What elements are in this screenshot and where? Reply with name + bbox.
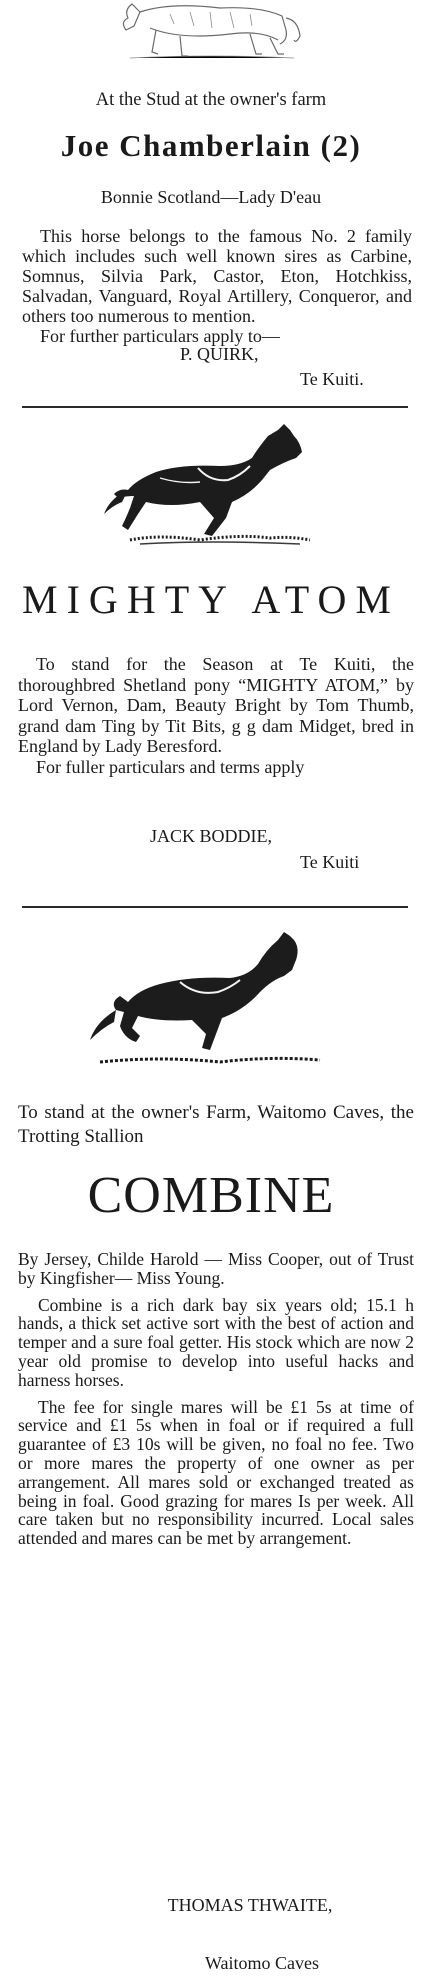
trotting-horse-engraving (100, 422, 328, 550)
horse-engraving (110, 0, 310, 62)
description-paragraph: Combine is a rich dark bay six years old; 15.1 h hands, a thick set active sort with the best of action and temper and a sure foal getter. His stock which are now 2 year old promise to develop into useful hacks and harness horses. (18, 1294, 414, 1390)
advert-body (18, 654, 414, 777)
horse-name-heading: MIGHTY ATOM (22, 577, 400, 622)
column-rule (22, 906, 408, 908)
stud-intro: To stand at the owner's Farm, Waitomo Caves, the Trotting Stallion (18, 1102, 414, 1147)
advert-body (18, 1250, 414, 1548)
description-paragraph: To stand for the Season at Te Kuiti, the thoroughbred Shetland pony “MIGHTY ATOM,” by Lord Vernon, Dam, Beauty Bright by Tom Thumb, grand dam Ting by Tit Bits, g g dam Midget, bred in England by Lady Beresford. (18, 654, 414, 756)
apply-line: For fuller particulars and terms apply (36, 756, 305, 777)
pedigree-paragraph: By Jersey, Childe Harold — Miss Cooper, out of Trust by Kingfisher— Miss Young. (18, 1249, 414, 1288)
signature-place: Te Kuiti. (300, 369, 364, 389)
signature-place: Te Kuiti (300, 852, 360, 872)
apply-line: For further particulars apply to— (40, 326, 280, 346)
galloping-horse-engraving (80, 930, 330, 1070)
signature-place: Waitomo Caves (205, 1953, 320, 1973)
pedigree-line: Bonnie Scotland—Lady D'eau (100, 187, 322, 207)
signature-name: P. QUIRK, (180, 344, 259, 364)
horse-name-heading: COMBINE (87, 1167, 335, 1224)
horse-name-heading: Joe Chamberlain (2) (60, 128, 362, 163)
signature-name: THOMAS THWAITE, (167, 1895, 333, 1915)
signature-name: JACK BODDIE, (150, 826, 273, 846)
stud-intro: At the Stud at the owner's farm (95, 90, 327, 110)
terms-paragraph: The fee for single mares will be £1 5s at time of service and £1 5s when in foal or if required a full guarantee of £3 10s will be given, no foal no fee. Two or more mares the property of one owner as per arrangement. All mares sold or exchanged treated as being in foal. Good grazing for mares Is per week. All care taken but no responsibility incurred. Local sales attended and mares can be met by arrangement. (18, 1396, 414, 1549)
column-rule (22, 406, 408, 408)
advert-body (22, 226, 412, 346)
description-paragraph: This horse belongs to the famous No. 2 family which includes such well known sires as Carbine, Somnus, Silvia Park, Castor, Eton, Hotchkiss, Salvadan, Vanguard, Royal Artillery, Conqueror, and others too numerous to mention. (22, 226, 412, 326)
